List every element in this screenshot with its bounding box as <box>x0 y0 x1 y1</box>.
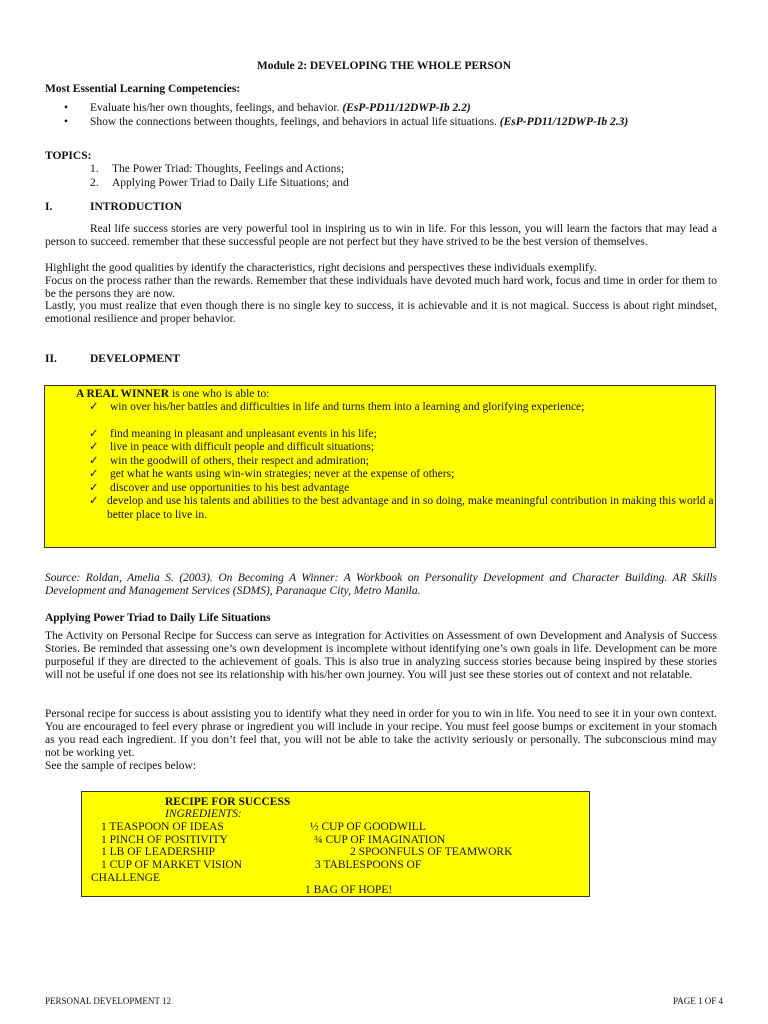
recipe-ingredient: 1 LB OF LEADERSHIP <box>101 846 216 858</box>
check-icon: ✓ <box>89 495 99 507</box>
topic-text: Applying Power Triad to Daily Life Situations; and <box>112 176 349 189</box>
topic-number: 1. <box>90 163 99 175</box>
recipe-ingredient: 2 SPOONFULS OF TEAMWORK <box>350 846 513 858</box>
check-icon: ✓ <box>89 454 99 467</box>
winner-item <box>89 401 715 415</box>
winner-item-text: discover and use opportunities to his best advantage <box>110 481 350 494</box>
section-number: II. <box>45 353 57 365</box>
recipe-ingredient: ½ CUP OF GOODWILL <box>310 821 426 833</box>
competency-text: Evaluate his/her own thoughts, feelings, and behavior. <box>90 102 340 114</box>
check-icon: ✓ <box>89 441 99 453</box>
footer-page-number: PAGE 1 OF 4 <box>673 996 723 1006</box>
winner-list <box>89 401 715 522</box>
intro-paragraph: Real life success stories are very powerful tool in inspiring us to win in life. For this lesson, you will learn the factors that may lead a person to succeed. remember that these successful people are not perfect but they have strived to be the best version of themselves. <box>45 223 717 248</box>
check-icon: ✓ <box>89 427 99 440</box>
winner-item <box>89 455 715 469</box>
recipe-box <box>81 791 590 897</box>
recipe-ingredient: CHALLENGE <box>91 872 160 884</box>
topic-number: 2. <box>90 176 99 189</box>
page-title: Module 2: DEVELOPING THE WHOLE PERSON <box>256 60 512 72</box>
recipe-ingredient: 1 BAG OF HOPE! <box>305 884 393 896</box>
competency-text: Show the connections between thoughts, feelings, and behaviors in actual life situations. <box>90 116 497 128</box>
winner-item <box>89 468 715 482</box>
applying-heading: Applying Power Triad to Daily Life Situations <box>45 612 271 624</box>
topic-item <box>90 177 349 191</box>
section-heading-introduction: INTRODUCTION <box>90 201 183 213</box>
winner-title-bold: A REAL WINNER <box>76 388 170 400</box>
competency-item <box>64 101 744 115</box>
topic-text: The Power Triad: Thoughts, Feelings and Actions; <box>112 163 345 175</box>
recipe-title: RECIPE FOR SUCCESS <box>165 796 291 808</box>
footer-course: PERSONAL DEVELOPMENT 12 <box>45 996 172 1006</box>
bullet-icon: • <box>64 102 69 114</box>
recipe-ingredient: 3 TABLESPOONS OF <box>315 859 422 871</box>
competency-code: (EsP-PD11/12DWP-Ib 2.3) <box>499 116 629 128</box>
winner-item <box>89 428 715 442</box>
competencies-list <box>64 101 744 129</box>
competency-item <box>64 115 744 129</box>
competencies-heading: Most Essential Learning Competencies: <box>45 83 241 95</box>
recipe-ingredients-label: INGREDIENTS: <box>165 808 242 820</box>
topic-item <box>90 163 349 177</box>
intro-paragraph: Highlight the good qualities by identify the characteristics, right decisions and perspectives these individuals exemplify. <box>45 262 597 274</box>
winner-title-rest: is one who is able to: <box>169 388 270 400</box>
winner-item-text: win the goodwill of others, their respect and admiration; <box>110 454 370 467</box>
competency-code: (EsP-PD11/12DWP-Ib 2.2) <box>342 102 471 114</box>
intro-paragraph: Lastly, you must realize that even though there is no single key to success, it is achievable and it is not magical. Success is about right mindset, emotional resilience and proper behavior. <box>45 300 717 325</box>
winner-item <box>89 482 715 496</box>
recipe-ingredient: 1 CUP OF MARKET VISION <box>101 859 243 871</box>
topics-heading: TOPICS: <box>45 150 92 162</box>
applying-paragraph: The Activity on Personal Recipe for Success can serve as integration for Activities on Assessment of own Development and Analysis of Success Stories. Be reminded that assessing one’s own development is incomplete without identifying one’s own goals in life. Development can be more purposeful if they are directed to the achievement of goals. This is also true in analyzing success stories because being inspired by these stories will not be useful if one does not see its relationship with his/her own journey. You will just see these stories out of context and not relatable. <box>45 630 717 681</box>
winner-item-text: get what he wants using win-win strategies; never at the expense of others; <box>110 468 455 480</box>
applying-paragraph: See the sample of recipes below: <box>45 760 197 772</box>
source-citation: Source: Roldan, Amelia S. (2003). On Becoming A Winner: A Workbook on Personality Development and Character Building. AR Skills Development and Management Services (SDMS), Paranaque City, Metro Manila. <box>45 572 717 597</box>
winner-item-text: find meaning in pleasant and unpleasant events in his life; <box>110 427 377 440</box>
check-icon: ✓ <box>89 468 99 480</box>
check-icon: ✓ <box>89 481 99 494</box>
applying-paragraph: Personal recipe for success is about assisting you to identify what they need in order for you to win in life. You need to see it in your own context. You are encouraged to feel every phrase or ingredient you will include in your recipe. You must feel goose bumps or excitement in your stomach as you read each ingredient. If you don’t feel that, you will not be able to take the activity seriously or personally. The subconscious mind may not be working yet. <box>45 708 717 759</box>
intro-paragraph: Focus on the process rather than the rewards. Remember that these individuals have devoted much hard work, focus and time in order for them to be the persons they are now. <box>45 275 717 300</box>
bullet-icon: • <box>64 116 69 128</box>
recipe-ingredient: ¾ CUP OF IMAGINATION <box>314 834 446 846</box>
winner-item-text: live in peace with difficult people and difficult situations; <box>110 441 375 453</box>
winner-item-text: win over his/her battles and difficulties in life and turns them into a learning and glorifying experience; <box>110 401 585 413</box>
real-winner-box <box>44 385 716 548</box>
winner-title <box>76 388 269 400</box>
topics-list <box>90 163 349 190</box>
winner-item <box>89 441 715 455</box>
winner-item <box>89 495 715 522</box>
check-icon: ✓ <box>89 401 99 413</box>
winner-item-text: develop and use his talents and abilities to the best advantage and in so doing, make meaningful contribution in making this world a better place to live in. <box>107 495 714 521</box>
section-number: I. <box>45 201 53 213</box>
section-heading-development: DEVELOPMENT <box>90 353 181 365</box>
recipe-ingredient: 1 TEASPOON OF IDEAS <box>101 821 224 833</box>
recipe-ingredient: 1 PINCH OF POSITIVITY <box>101 834 228 846</box>
